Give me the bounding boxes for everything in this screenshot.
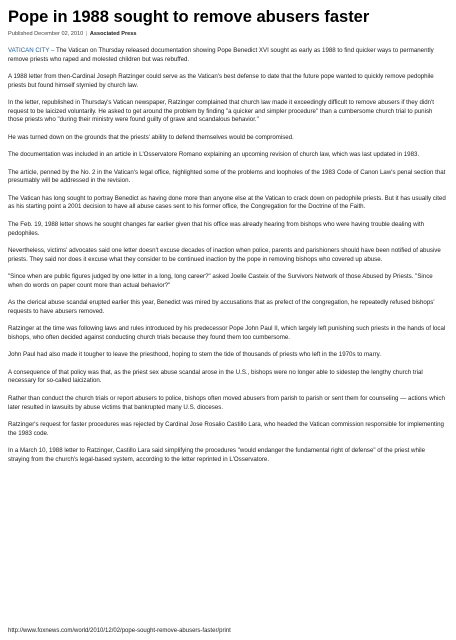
article-paragraph: As the clerical abuse scandal erupted earlier this year, Benedict was mired by accusations that as prefect of the congregation, he repeatedly refused bishops' requests to have abusers removed. — [8, 299, 435, 315]
article-paragraph: John Paul had also made it tougher to leave the priesthood, hoping to stem the tide of thousands of priests who left in the 1970s to marry. — [8, 351, 381, 359]
byline-separator: | — [85, 31, 88, 37]
lead-paragraph — [8, 47, 448, 64]
lead-text: The Vatican on Thursday released documentation showing Pope Benedict XVI sought as early as 1988 to find quicker ways to permanently remove priests who raped and molested children but was rebuffed. — [8, 47, 434, 63]
article-body — [8, 47, 448, 464]
article-paragraph: The Feb. 19, 1988 letter shows he sought changes far earlier given that his office was already hearing from bishops who were having trouble dealing with pedophiles. — [8, 220, 424, 237]
article-paragraph: He was turned down on the grounds that the priests' ability to defend themselves would be compromised. — [8, 133, 294, 141]
article-paragraph: The documentation was included in an article in L'Osservatore Romano explaining an upcoming revision of church law, which was last updated in 1983. — [8, 151, 420, 159]
article-source: Associated Press — [89, 31, 137, 37]
print-footer-url: http://www.foxnews.com/world/2010/12/02/pope-sought-remove-abusers-faster/print — [8, 628, 231, 634]
article-paragraph: A 1988 letter from then-Cardinal Joseph Ratzinger could serve as the Vatican's best defense to date that the future pope wanted to quickly remove pedophile priests but found himself stymied by church law. — [8, 73, 434, 89]
article-headline: Pope in 1988 sought to remove abusers faster — [8, 8, 370, 26]
article-paragraph: A consequence of that policy was that, as the priest sex abuse scandal arose in the U.S., bishops were no longer able to sidestep the lengthy church trial necessary for so-called laicization. — [8, 368, 423, 385]
dateline: VATICAN CITY – — [8, 47, 55, 54]
article-paragraph: In a March 10, 1988 letter to Ratzinger, Castillo Lara said simplifying the procedures "would endanger the fundamental right of defense" of the priest while straying from the church's legal-based system, according to the letter reprinted in L'Osservatore. — [8, 447, 426, 463]
published-date: Published December 02, 2010 — [8, 31, 84, 37]
article-paragraph: In the letter, republished in Thursday's Vatican newspaper, Ratzinger complained that church law made it exceedingly difficult to remove abusers if they didn't request to be laicized voluntarily. He asked to get around the problem by finding "a quicker and simpler procedure" than a cumbersome church trial to punish those priests who "during their ministry were found guilty of grave and scandalous behavior." — [8, 99, 434, 124]
article-byline — [8, 31, 448, 38]
article-paragraph: "Since when are public figures judged by one letter in a long, long career?" asked Joelle Casteix of the Survivors Network of those Abused by Priests. "Since when do words on paper count more than actual behavior?" — [8, 273, 433, 289]
article-paragraph: Rather than conduct the church trials or report abusers to police, bishops often moved abusers from parish to parish or sent them for counseling — actions which later resulted in lawsuits by abuse victims that bankrupted many U.S. dioceses. — [8, 394, 445, 411]
article-paragraph: The Vatican has long sought to portray Benedict as having done more than anyone else at the Vatican to crack down on pedophile priests. But it has usually cited as his starting point a 2001 decision to have all abuse cases sent to his former office, the Congregation for the Doctrine of the Faith. — [8, 194, 446, 211]
article-paragraph: Nevertheless, victims' advocates said one letter doesn't excuse decades of inaction when police, parents and parishioners should have been notified of abusive priests. They said nor does it excuse what they consider to be continued inaction by the pope in removing bishops who covered up abuse. — [8, 247, 441, 263]
article-paragraph: Ratzinger at the time was following laws and rules introduced by his predecessor Pope John Paul II, which largely left punishing such priests in the hands of local bishops, who often decided against conducting church trials because they found them too cumbersome. — [8, 325, 446, 341]
article-paragraph: Ratzinger's request for faster procedures was rejected by Cardinal Jose Rosalio Castillo Lara, who headed the Vatican commission responsible for implementing the 1983 code. — [8, 420, 444, 437]
article-paragraph: The article, penned by the No. 2 in the Vatican's legal office, highlighted some of the problems and loopholes of the 1983 Code of Canon Law's penal section that presumably will be addressed in the revision. — [8, 168, 446, 185]
